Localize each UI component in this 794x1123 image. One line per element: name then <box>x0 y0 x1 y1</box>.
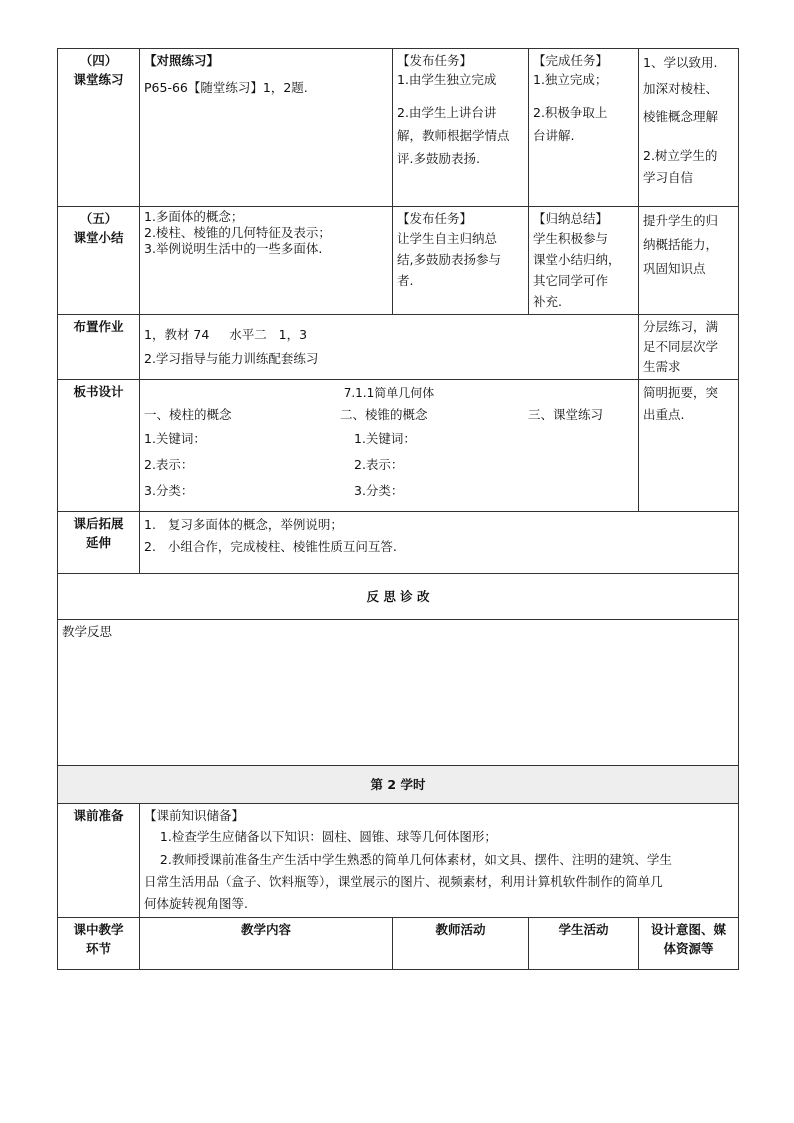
header-design-line: 体资源等 <box>663 941 714 956</box>
extension-label-line: 延伸 <box>85 535 111 550</box>
summary-student-line: 【归纳总结】 <box>533 211 609 226</box>
practice-content <box>140 49 393 207</box>
board-left-item: 3.分类： <box>144 483 194 498</box>
practice-teacher-line: 【发布任务】 <box>397 53 473 68</box>
practice-label-name: 课堂练习 <box>73 72 124 87</box>
extension-label <box>58 512 140 574</box>
summary-student-line: 补充. <box>533 294 562 309</box>
practice-design-line: 棱锥概念理解 <box>643 109 719 124</box>
board-left-item: 2.表示： <box>144 457 194 472</box>
practice-design-line: 1、学以致用. <box>643 55 718 70</box>
board-content <box>140 380 639 512</box>
practice-teacher <box>393 49 529 207</box>
summary-design <box>639 207 739 315</box>
homework-content <box>140 315 639 380</box>
header-stage-line: 环节 <box>85 941 111 956</box>
summary-label-num: （五） <box>79 211 118 226</box>
summary-design-line: 巩固知识点 <box>643 261 706 276</box>
extension-content-line: 1. 复习多面体的概念，举例说明； <box>144 517 343 532</box>
practice-student-line: 1.独立完成； <box>533 72 608 87</box>
practice-row <box>58 49 739 207</box>
board-right-item: 1.关键词： <box>354 431 416 446</box>
reflection-label: 教学反思 <box>62 624 113 639</box>
homework-content-line: 2.学习指导与能力训练配套练习 <box>144 351 319 366</box>
header-student: 学生活动 <box>529 918 639 970</box>
summary-content-line: 2.棱柱、棱锥的几何特征及表示； <box>144 225 331 240</box>
homework-content-line: 1，教材 74 水平二 1，3 <box>144 327 308 342</box>
prep-line: 2.教师授课前准备生产生活中学生熟悉的简单几何体素材，如文具、摆件、注明的建筑、学生 <box>144 852 672 867</box>
column-header-row <box>58 918 739 970</box>
board-classifications <box>144 478 634 504</box>
extension-content-line: 2. 小组合作，完成棱柱、棱锥性质互问互答. <box>144 539 397 554</box>
board-row <box>58 380 739 512</box>
prep-line: 【课前知识储备】 <box>144 808 245 823</box>
prep-line: 何体旋转视角图等. <box>144 896 248 911</box>
practice-student <box>529 49 639 207</box>
summary-teacher-line: 结,多鼓励表扬参与 <box>397 252 501 267</box>
summary-label-name: 课堂小结 <box>73 230 124 245</box>
practice-teacher-line: 解，教师根据学情点 <box>397 128 510 143</box>
header-teacher: 教师活动 <box>393 918 529 970</box>
extension-content <box>140 512 739 574</box>
homework-label: 布置作业 <box>58 315 140 380</box>
summary-teacher-line: 【发布任务】 <box>397 211 473 226</box>
homework-design <box>639 315 739 380</box>
prep-content <box>140 804 739 918</box>
board-title: 7.1.1简单几何体 <box>343 386 435 400</box>
summary-content-line: 3.举例说明生活中的一些多面体. <box>144 241 323 256</box>
summary-teacher <box>393 207 529 315</box>
summary-design-line: 纳概括能力， <box>643 237 719 252</box>
period-title: 第 2 学时 <box>58 766 739 804</box>
prep-row <box>58 804 739 918</box>
reflection-row <box>58 620 739 766</box>
board-header-3: 三、课堂练习 <box>528 407 604 422</box>
practice-student-line: 【完成任务】 <box>533 53 609 68</box>
board-right-item: 2.表示： <box>354 457 404 472</box>
summary-row <box>58 207 739 315</box>
board-design-line: 出重点. <box>643 407 685 422</box>
extension-label-line: 课后拓展 <box>73 516 124 531</box>
homework-design-line: 生需求 <box>643 359 681 374</box>
prep-line: 日常生活用品（盒子、饮料瓶等），课堂展示的图片、视频素材，利用计算机软件制作的简单几 <box>144 874 663 889</box>
practice-label <box>58 49 140 207</box>
summary-teacher-line: 者. <box>397 273 414 288</box>
lesson-plan-page <box>57 48 738 970</box>
homework-design-line: 足不同层次学 <box>643 339 719 354</box>
reflection-header: 反 思 诊 改 <box>58 574 739 620</box>
homework-row <box>58 315 739 380</box>
board-header-1: 一、棱柱的概念 <box>144 407 232 422</box>
prep-line: 1.检查学生应储备以下知识：圆柱、圆锥、球等几何体图形； <box>144 829 497 844</box>
practice-student-line: 2.积极争取上 <box>533 105 608 120</box>
summary-label <box>58 207 140 315</box>
summary-student-line: 其它同学可作 <box>533 273 609 288</box>
summary-design-line: 提升学生的归 <box>643 213 719 228</box>
header-stage-line: 课中教学 <box>73 922 124 937</box>
summary-student <box>529 207 639 315</box>
practice-content-line: P65-66【随堂练习】1，2题. <box>144 80 308 95</box>
board-representations <box>144 452 634 478</box>
prep-label: 课前准备 <box>58 804 140 918</box>
practice-design-line: 加深对棱柱、 <box>643 81 719 96</box>
board-keywords <box>144 426 634 452</box>
summary-content-line: 1.多面体的概念； <box>144 209 244 224</box>
header-design-line: 设计意图、媒 <box>650 922 726 937</box>
practice-student-line: 台讲解. <box>533 128 575 143</box>
header-design <box>639 918 739 970</box>
board-header-2: 二、棱锥的概念 <box>340 407 428 422</box>
practice-teacher-line: 1.由学生独立完成 <box>397 72 497 87</box>
practice-design-line: 学习自信 <box>643 170 694 185</box>
header-stage <box>58 918 140 970</box>
period-row <box>58 766 739 804</box>
board-label: 板书设计 <box>58 380 140 512</box>
summary-teacher-line: 让学生自主归纳总 <box>397 231 498 246</box>
practice-label-num: （四） <box>79 53 118 68</box>
practice-design-line: 2.树立学生的 <box>643 148 718 163</box>
board-right-item: 3.分类： <box>354 483 404 498</box>
practice-content-line: 【对照练习】 <box>144 53 220 68</box>
practice-design <box>639 49 739 207</box>
summary-student-line: 课堂小结归纳， <box>533 252 621 267</box>
lesson-plan-table <box>57 48 739 970</box>
homework-design-line: 分层练习，满 <box>643 319 719 334</box>
board-headers <box>144 404 634 426</box>
reflection-header-row <box>58 574 739 620</box>
practice-teacher-line: 评.多鼓励表扬. <box>397 151 480 166</box>
board-left-item: 1.关键词： <box>144 431 206 446</box>
practice-teacher-line: 2.由学生上讲台讲 <box>397 105 497 120</box>
board-design <box>639 380 739 512</box>
reflection-cell <box>58 620 739 766</box>
board-design-line: 简明扼要，突 <box>643 385 719 400</box>
summary-student-line: 学生积极参与 <box>533 231 609 246</box>
header-content: 教学内容 <box>140 918 393 970</box>
summary-content <box>140 207 393 315</box>
extension-row <box>58 512 739 574</box>
